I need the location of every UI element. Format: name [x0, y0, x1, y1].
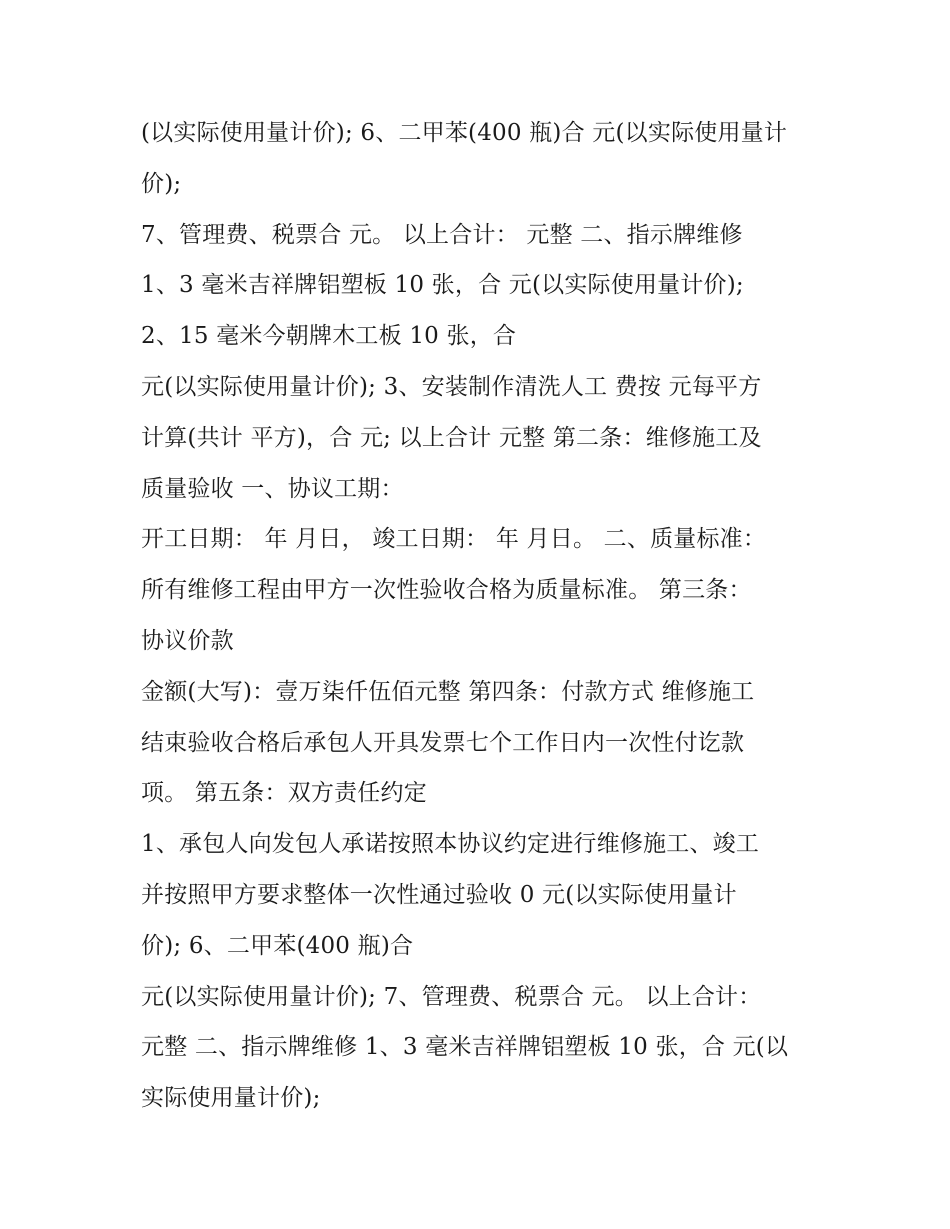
text-line: 质量验收 一、协议工期：: [141, 475, 404, 502]
text-line: 并按照甲方要求整体一次性通过验收 0 元(以实际使用量计: [141, 881, 737, 908]
text-line: 所有维修工程由甲方一次性验收合格为质量标准。 第三条：: [141, 577, 752, 604]
text-line: 协议价款: [141, 627, 234, 654]
text-line: 2、15 毫米今朝牌木工板 10 张，合: [141, 323, 517, 350]
text-line: 元(以实际使用量计价); 3、安装制作清洗人工 费按 元每平方: [141, 373, 762, 400]
text-line: (以实际使用量计价); 6、二甲苯(400 瓶)合 元(以实际使用量计: [141, 120, 788, 146]
text-line: 价);: [141, 170, 182, 197]
text-line: 7、管理费、税票合 元。 以上合计： 元整 二、指示牌维修: [141, 221, 743, 248]
text-line: 1、承包人向发包人承诺按照本协议约定进行维修施工、竣工: [141, 831, 760, 858]
text-line: 金额(大写)：壹万柒仟伍佰元整 第四条：付款方式 维修施工: [141, 678, 755, 705]
text-line: 元整 二、指示牌维修 1、3 毫米吉祥牌铝塑板 10 张，合 元(以: [141, 1034, 789, 1061]
text-line: 开工日期： 年 月日， 竣工日期： 年 月日。 二、质量标准：: [141, 526, 767, 553]
text-line: 项。 第五条：双方责任约定: [141, 780, 427, 807]
text-line: 结束验收合格后承包人开具发票七个工作日内一次性付讫款: [141, 729, 745, 756]
text-line: 元(以实际使用量计价); 7、管理费、税票合 元。 以上合计：: [141, 983, 762, 1010]
text-line: 1、3 毫米吉祥牌铝塑板 10 张，合 元(以实际使用量计价);: [141, 272, 744, 299]
document-body: [141, 108, 821, 1124]
text-line: 价); 6、二甲苯(400 瓶)合: [141, 932, 414, 959]
text-line: 实际使用量计价);: [141, 1085, 321, 1112]
text-line: 计算(共计 平方)，合 元; 以上合计 元整 第二条：维修施工及: [141, 424, 762, 451]
